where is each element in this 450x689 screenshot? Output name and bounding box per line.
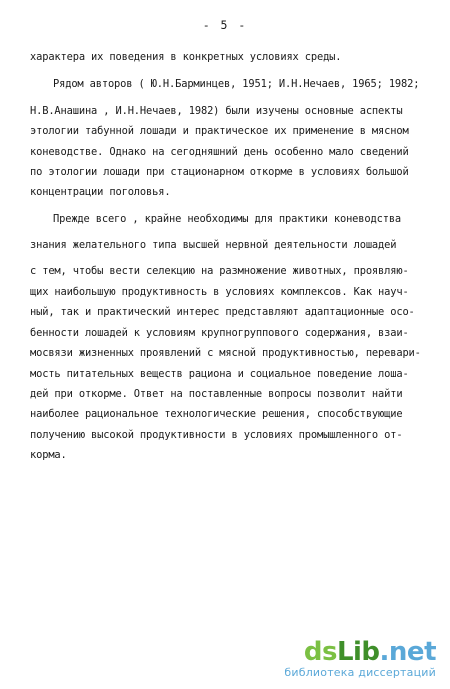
logo-ds-text: ds — [303, 637, 337, 667]
text-line: Рядом авторов ( Ю.Н.Барминцев, 1951; И.Н.Нечаев, 1965; 1982; — [53, 78, 420, 90]
text-line: мость питательных веществ рациона и социальное поведение лоша- — [30, 368, 409, 380]
text-line: характера их поведения в конкретных условиях среды. — [30, 51, 342, 63]
text-line: коневодстве. Однако на сегодняшний день особенно мало сведений — [30, 146, 409, 158]
logo-lib-text: Lib — [336, 637, 380, 667]
text-line: дей при откорме. Ответ на поставленные вопросы позволит найти — [30, 388, 403, 400]
logo-net-text: .net — [379, 637, 436, 667]
page-number: - 5 - — [202, 18, 248, 32]
text-line: по этологии лошади при стационарном откорме в условиях большой — [30, 166, 409, 178]
text-line: бенности лошадей к условиям крупногруппового содержания, взаи- — [30, 327, 409, 339]
watermark-caption: библиотека диссертаций — [284, 666, 436, 679]
text-line: концентрации поголовья. — [30, 186, 171, 198]
text-line: знания желательного типа высшей нервной деятельности лошадей — [30, 239, 397, 251]
text-line: Н.В.Анашина , И.Н.Нечаев, 1982) были изучены основные аспекты — [30, 105, 403, 117]
text-line: ный, так и практический интерес представляют адаптационные осо- — [30, 306, 415, 318]
dslib-watermark[interactable] — [284, 638, 436, 679]
text-line: этологии табунной лошади и практическое их применение в мясном — [30, 125, 409, 137]
text-line: мосвязи жизненных проявлений с мясной продуктивностью, перевари- — [30, 347, 421, 359]
text-line: Прежде всего , крайне необходимы для практики коневодства — [53, 213, 402, 225]
text-line: корма. — [30, 449, 67, 461]
dslib-logo — [284, 638, 436, 666]
text-line: щих наибольшую продуктивность в условиях комплексов. Как науч- — [30, 286, 409, 298]
text-line: наиболее рациональное технологические решения, способствующие — [30, 408, 403, 420]
text-line: с тем, чтобы вести селекцию на размножение животных, проявляю- — [30, 265, 409, 277]
text-line: получению высокой продуктивности в условиях промышленного от- — [30, 429, 403, 441]
